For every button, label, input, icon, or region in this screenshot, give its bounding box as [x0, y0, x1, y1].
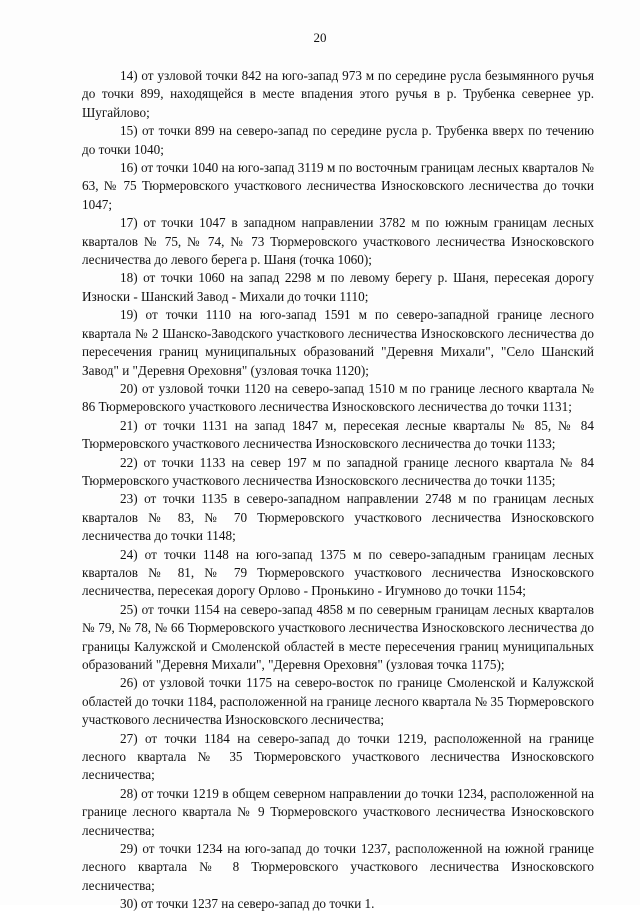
paragraph-23: 23) от точки 1135 в северо-западном направлении 2748 м по границам лесных кварталов № 83, № 70 Тюрмеровского участкового лесничества Износковского лесничества до точки 1148; — [82, 491, 594, 544]
paragraph-28: 28) от точки 1219 в общем северном направлении до точки 1234, расположенной на границе лесного квартала № 9 Тюрмеровского участкового лесничества Износковского лесничества; — [82, 785, 594, 838]
page-number: 20 — [313, 30, 327, 45]
paragraph-29: 29) от точки 1234 на юго-запад до точки 1237, расположенной на южной границе лесного квартала № 8 Тюрмеровского участкового лесничества Износковского лесничества; — [82, 841, 594, 893]
paragraph-14: 14) от узловой точки 842 на юго-запад 973 м по середине русла безымянного ручья до точки 899, находящейся в месте впадения этого ручья в р. Трубенка севернее ур. Шугайлово; — [82, 68, 594, 120]
paragraph-17: 17) от точки 1047 в западном направлении 3782 м по южным границам лесных кварталов № 75, № 74, № 73 Тюрмеровского участкового лесничества Износковского лесничества до левого берега р. Шаня (точка 1060); — [82, 215, 594, 268]
paragraph-25: 25) от точки 1154 на северо-запад 4858 м по северным границам лесных кварталов № 79, № 78, № 66 Тюрмеровского участкового лесничества Износковского лесничества до границы Калужской и Смоленской областей в месте пересечения границ муниципальных образований "Деревня Михали", "Деревня Ореховня" (узловая точка 1175); — [82, 601, 594, 672]
paragraph-24: 24) от точки 1148 на юго-запад 1375 м по северо-западным границам лесных кварталов № 81, № 79 Тюрмеровского участкового лесничества Износковского лесничества, пересекая дорогу Орлово - Пронькино - Игумново до точки 1154; — [82, 546, 594, 599]
paragraph-21: 21) от точки 1131 на запад 1847 м, пересекая лесные кварталы № 85, № 84 Тюрмеровского участкового лесничества Износковского лесничества до точки 1133; — [82, 417, 594, 452]
paragraph-26: 26) от узловой точки 1175 на северо-восток по границе Смоленской и Калужской областей до точки 1184, расположенной на границе лесного квартала № 35 Тюрмеровского участкового лесничества Износковского лесничества; — [82, 675, 594, 728]
paragraph-16: 16) от точки 1040 на юго-запад 3119 м по восточным границам лесных кварталов № 63, № 75 Тюрмеровского участкового лесничества Износковского лесничества до точки 1047; — [82, 160, 594, 212]
paragraph-15: 15) от точки 899 на северо-запад по середине русла р. Трубенка вверх по течению до точки 1040; — [82, 123, 594, 157]
paragraph-30: 30) от точки 1237 на северо-запад до точки 1. — [120, 896, 375, 912]
document-body — [82, 67, 594, 914]
paragraph-18: 18) от точки 1060 на запад 2298 м по левому берегу р. Шаня, пересекая дорогу Износки - Шанский Завод - Михали до точки 1110; — [82, 270, 594, 304]
paragraph-20: 20) от узловой точки 1120 на северо-запад 1510 м по границе лесного квартала № 86 Тюрмеровского участкового лесничества Износковского лесничества до точки 1131; — [82, 380, 594, 415]
paragraph-22: 22) от точки 1133 на север 197 м по западной границе лесного квартала № 84 Тюрмеровского участкового лесничества Износковского лесничества до точки 1135; — [82, 454, 594, 488]
paragraph-19: 19) от точки 1110 на юго-запад 1591 м по северо-западной границе лесного квартала № 2 Шанско-Заводского участкового лесничества Износковского лесничества до пересечения границ муниципальных образований "Деревня Михали", "Село Шанский Завод" и "Деревня Ореховня" (узловая точка 1120); — [82, 307, 594, 378]
paragraph-27: 27) от точки 1184 на северо-запад до точки 1219, расположенной на границе лесного квартала № 35 Тюрмеровского участкового лесничества Износковского лесничества; — [82, 730, 594, 783]
